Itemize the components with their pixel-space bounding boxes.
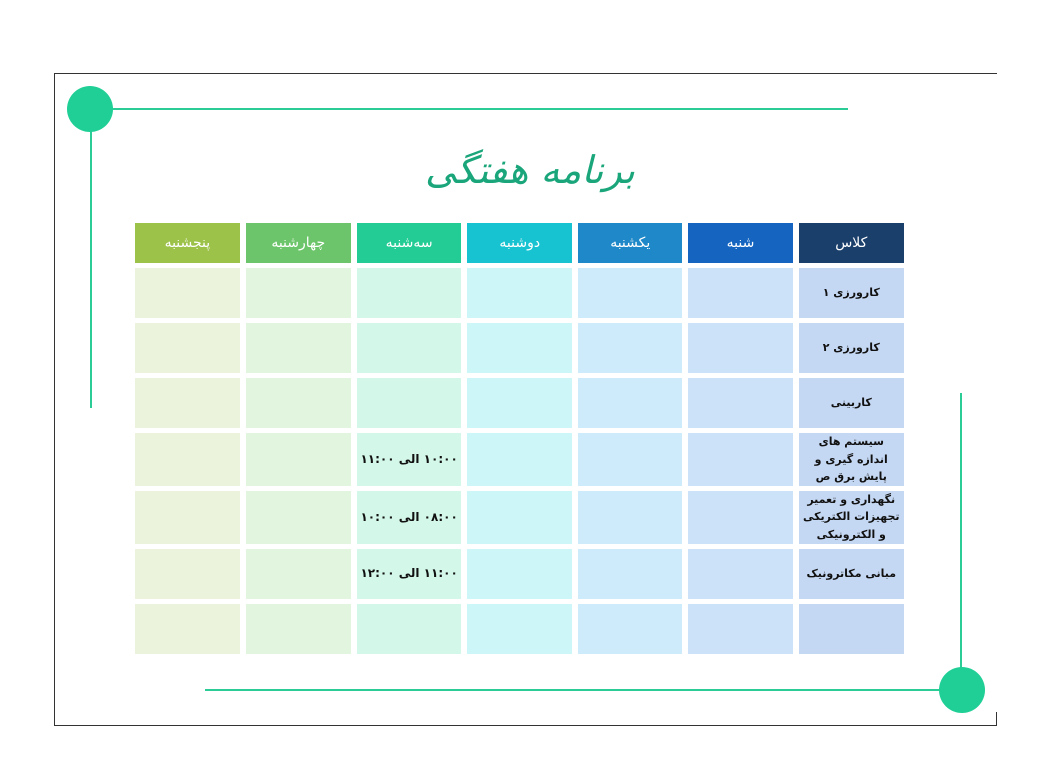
cell-shanbe: [688, 268, 792, 318]
cell-seshanbe: [357, 323, 462, 373]
class-name: کارورزی ۱: [822, 286, 880, 300]
class-cell: [799, 433, 904, 486]
cell-doshanbe: [467, 378, 572, 428]
header-doshanbe: دوشنبه: [467, 223, 572, 263]
cell-panjshanbe: [135, 433, 240, 486]
table-row: [135, 433, 904, 486]
cell-chaharshanbe: [246, 549, 351, 599]
class-cell: [799, 268, 904, 318]
class-cell: [799, 378, 904, 428]
table-row: [135, 491, 904, 544]
cell-seshanbe: [357, 268, 462, 318]
cell-seshanbe: [357, 491, 462, 544]
cell-seshanbe: [357, 433, 462, 486]
cell-yekshanbe: [578, 378, 682, 428]
frame-right-edge: [996, 712, 997, 726]
class-name: کاربینی: [830, 396, 872, 410]
cell-panjshanbe: [135, 549, 240, 599]
cell-doshanbe: [467, 433, 572, 486]
table-row: [135, 604, 904, 654]
cell-chaharshanbe: [246, 323, 351, 373]
cell-doshanbe: [467, 549, 572, 599]
class-name: مبانی مکاترونیک: [806, 566, 897, 580]
cell-chaharshanbe: [246, 378, 351, 428]
class-name: کارورزی ۲: [822, 341, 880, 355]
table-row: [135, 549, 904, 599]
cell-doshanbe: [467, 604, 572, 654]
table-row: [135, 378, 904, 428]
header-shanbe: شنبه: [688, 223, 792, 263]
cell-shanbe: [688, 549, 792, 599]
header-class: کلاس: [799, 223, 904, 263]
decor-line-left: [90, 108, 92, 408]
table-row: [135, 323, 904, 373]
table-row: [135, 268, 904, 318]
frame-bottom-edge: [54, 725, 209, 726]
cell-shanbe: [688, 323, 792, 373]
table-header-row: [135, 223, 904, 263]
cell-yekshanbe: [578, 268, 682, 318]
cell-doshanbe: [467, 323, 572, 373]
cell-shanbe: [688, 491, 792, 544]
header-seshanbe: سه‌شنبه: [357, 223, 462, 263]
page-title: برنامه هفتگی: [425, 148, 635, 192]
class-cell: [799, 323, 904, 373]
cell-yekshanbe: [578, 549, 682, 599]
decor-line-bottom: [205, 689, 963, 691]
cell-panjshanbe: [135, 323, 240, 373]
cell-doshanbe: [467, 268, 572, 318]
class-cell: [799, 491, 904, 544]
frame-bottom-edge-right: [209, 725, 997, 726]
cell-shanbe: [688, 378, 792, 428]
decor-line-top: [90, 108, 848, 110]
cell-chaharshanbe: [246, 433, 351, 486]
decor-circle-top-left: [67, 86, 113, 132]
cell-chaharshanbe: [246, 604, 351, 654]
cell-yekshanbe: [578, 491, 682, 544]
decor-line-right: [960, 393, 962, 691]
header-chaharshanbe: چهارشنبه: [246, 223, 351, 263]
cell-shanbe: [688, 604, 792, 654]
cell-panjshanbe: [135, 604, 240, 654]
class-name: سیستم های اندازه گیری و پایش برق ص: [814, 435, 888, 484]
cell-panjshanbe: [135, 378, 240, 428]
cell-chaharshanbe: [246, 268, 351, 318]
header-yekshanbe: یکشنبه: [578, 223, 682, 263]
weekly-schedule-table: [129, 218, 910, 659]
cell-shanbe: [688, 433, 792, 486]
cell-seshanbe: [357, 604, 462, 654]
header-panjshanbe: پنجشنبه: [135, 223, 240, 263]
decor-circle-bottom-right: [939, 667, 985, 713]
cell-seshanbe: [357, 549, 462, 599]
cell-panjshanbe: [135, 268, 240, 318]
class-name: نگهداری و تعمیر تجهیزات الکتریکی و الکترونیکی: [802, 492, 900, 541]
time-slot: ۰۸:۰۰ الی ۱۰:۰۰: [360, 509, 458, 524]
class-cell: [799, 549, 904, 599]
cell-yekshanbe: [578, 433, 682, 486]
class-cell: [799, 604, 904, 654]
time-slot: ۱۱:۰۰ الی ۱۲:۰۰: [360, 566, 458, 581]
cell-panjshanbe: [135, 491, 240, 544]
cell-yekshanbe: [578, 604, 682, 654]
cell-seshanbe: [357, 378, 462, 428]
cell-doshanbe: [467, 491, 572, 544]
cell-yekshanbe: [578, 323, 682, 373]
time-slot: ۱۰:۰۰ الی ۱۱:۰۰: [360, 451, 458, 466]
cell-chaharshanbe: [246, 491, 351, 544]
